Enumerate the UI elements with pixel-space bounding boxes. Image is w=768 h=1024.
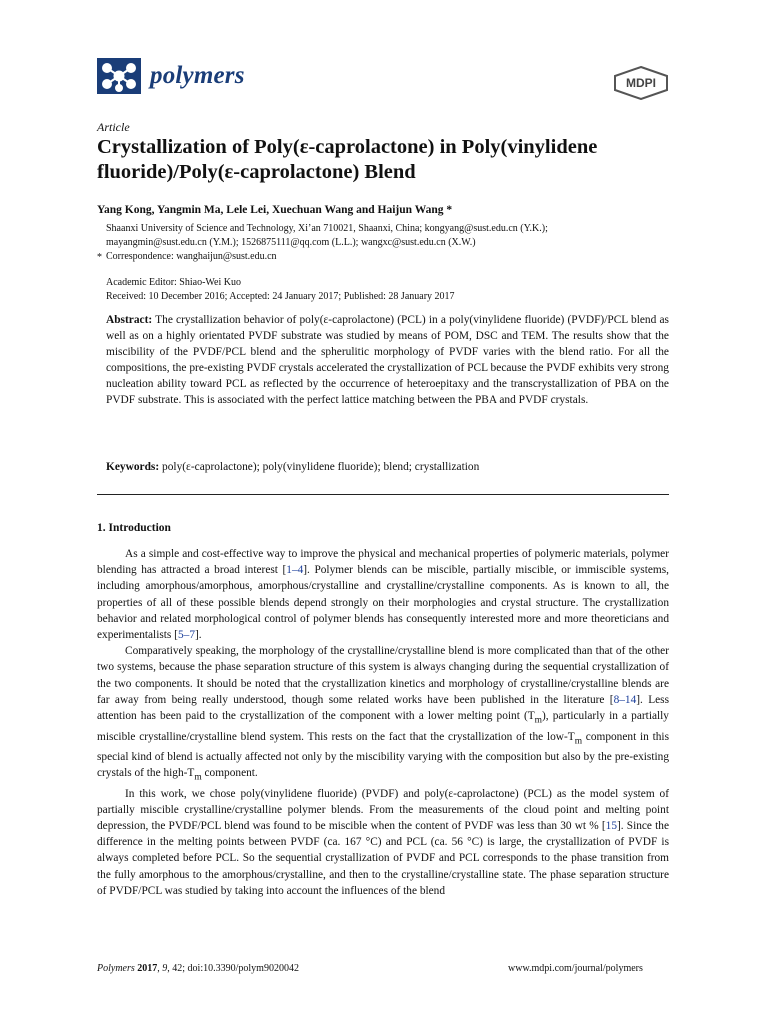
reference-link[interactable]: 8–14 bbox=[613, 693, 637, 706]
article-title: Crystallization of Poly(ε-caprolactone) in Poly(vinylidene fluoride)/Poly(ε-caprolactone) Blend bbox=[97, 136, 598, 183]
abstract-text: The crystallization behavior of poly(ε-caprolactone) (PCL) in a poly(vinylidene fluoride) (PVDF)/PCL blend as well as on a highly orientated PVDF substrate was studied by means of POM, DSC and TEM. The results show that the miscibility of the PVDF/PCL blend and the spherulitic morphology of PVDF varies with the blend ratio. For all the compositions, the pre-existing PVDF crystals accelerated the crystallization of PCL because the PVDF exhibits very strong nucleation ability toward PCL as reflected by the occurrence of heteroepitaxy and the transcrystallization of PBA on the PVDF substrate. This is associated with the perfect lattice matching between the PBA and PVDF crystals. bbox=[106, 314, 669, 406]
keywords-label: Keywords: bbox=[106, 461, 160, 473]
affiliation-line-1: Shaanxi University of Science and Technology, Xi’an 710021, Shaanxi, China; kongyang@sust.edu.cn (Y.K.); bbox=[106, 223, 548, 234]
citation-footer: Polymers 2017, 9, 42; doi:10.3390/polym9020042 bbox=[97, 963, 299, 974]
polymers-logo-icon bbox=[97, 58, 141, 94]
reference-link[interactable]: 1–4 bbox=[286, 564, 304, 577]
correspondence-asterisk: * bbox=[97, 252, 102, 263]
correspondence: Correspondence: wanghaijun@sust.edu.cn bbox=[106, 251, 277, 262]
mdpi-logo-text: MDPI bbox=[626, 76, 656, 90]
paragraph-3: In this work, we chose poly(vinylidene fluoride) (PVDF) and poly(ε-caprolactone) (PCL) as the model system of partially miscible crystalline/crystalline polymer blends. From the measurements of the cloud point and melting point depression, the PVDF/PCL blend was found to be miscible when the content of PVDF was less than 30 wt % [15]. Since the difference in the melting points between PVDF (ca. 167 °C) and PCL (ca. 56 °C) is large, the crystallization of PVDF is always completed before PCL. So the sequential crystallization of PVDF and PCL corresponds to the phase transition from the fully amorphous to the amorphous/crystalline, and then to the crystalline/crystalline state. The phase separation structure of PVDF/PCL was studied by taking into account the influences of the blend bbox=[97, 787, 669, 897]
section-heading-introduction: 1. Introduction bbox=[97, 522, 171, 534]
section-divider bbox=[97, 494, 669, 495]
journal-url[interactable]: www.mdpi.com/journal/polymers bbox=[508, 963, 643, 974]
affiliation bbox=[106, 222, 676, 250]
author-list: Yang Kong, Yangmin Ma, Lele Lei, Xuechuan Wang and Haijun Wang * bbox=[97, 204, 453, 216]
abstract bbox=[106, 312, 669, 408]
journal-name: polymers bbox=[150, 62, 245, 89]
abstract-label: Abstract: bbox=[106, 314, 153, 326]
introduction-body bbox=[97, 546, 669, 899]
publication-dates: Received: 10 December 2016; Accepted: 24 January 2017; Published: 28 January 2017 bbox=[106, 291, 455, 302]
paragraph-2: Comparatively speaking, the morphology of the crystalline/crystalline blend is more complicated than that of the other two systems, because the phase separation structure of this system is always changing during the sequential crystallization of the two components. It should be noted that the crystallization kinetics and morphology of crystalline/crystalline blends are far away from being really understood, though some related works have been published in the literature [8–14]. Less attention has been paid to the crystallization of the component with a lower melting point $(T_m)$, particularly in a partially miscible crystalline/crystalline blend system. This rests on the fact that the crystallization of the low-$T_m$ component in this special kind of blend is actually affected not only by the miscibility varying with the composition but also by the pre-existing crystals of the high-$T_m$ component. bbox=[97, 645, 669, 783]
academic-editor: Academic Editor: Shiao-Wei Kuo bbox=[106, 277, 241, 288]
reference-link[interactable]: 15 bbox=[605, 820, 617, 833]
reference-link[interactable]: 5–7 bbox=[177, 629, 195, 642]
affiliation-line-2: mayangmin@sust.edu.cn (Y.M.); 1526875111@qq.com (L.L.); wangxc@sust.edu.cn (X.W.) bbox=[106, 237, 476, 248]
mdpi-logo-icon bbox=[612, 66, 670, 100]
article-type: Article bbox=[97, 120, 130, 134]
keywords bbox=[106, 459, 669, 475]
keywords-text: poly(ε-caprolactone); poly(vinylidene fluoride); blend; crystallization bbox=[162, 461, 480, 473]
paragraph-1: As a simple and cost-effective way to improve the physical and mechanical properties of polymeric materials, polymer blending has attracted a broad interest [1–4]. Polymer blends can be miscible, partially miscible, or immiscible systems, including amorphous/amorphous, amorphous/crystalline and crystalline/crystalline components. As is known to all, the properties of all of these possible blends depend strongly on their morphologies and crystal structure. The crystallization behavior and related morphological control of polymer blends has consequently interested more and more theoreticians and experimentalists [5–7]. bbox=[97, 548, 669, 642]
